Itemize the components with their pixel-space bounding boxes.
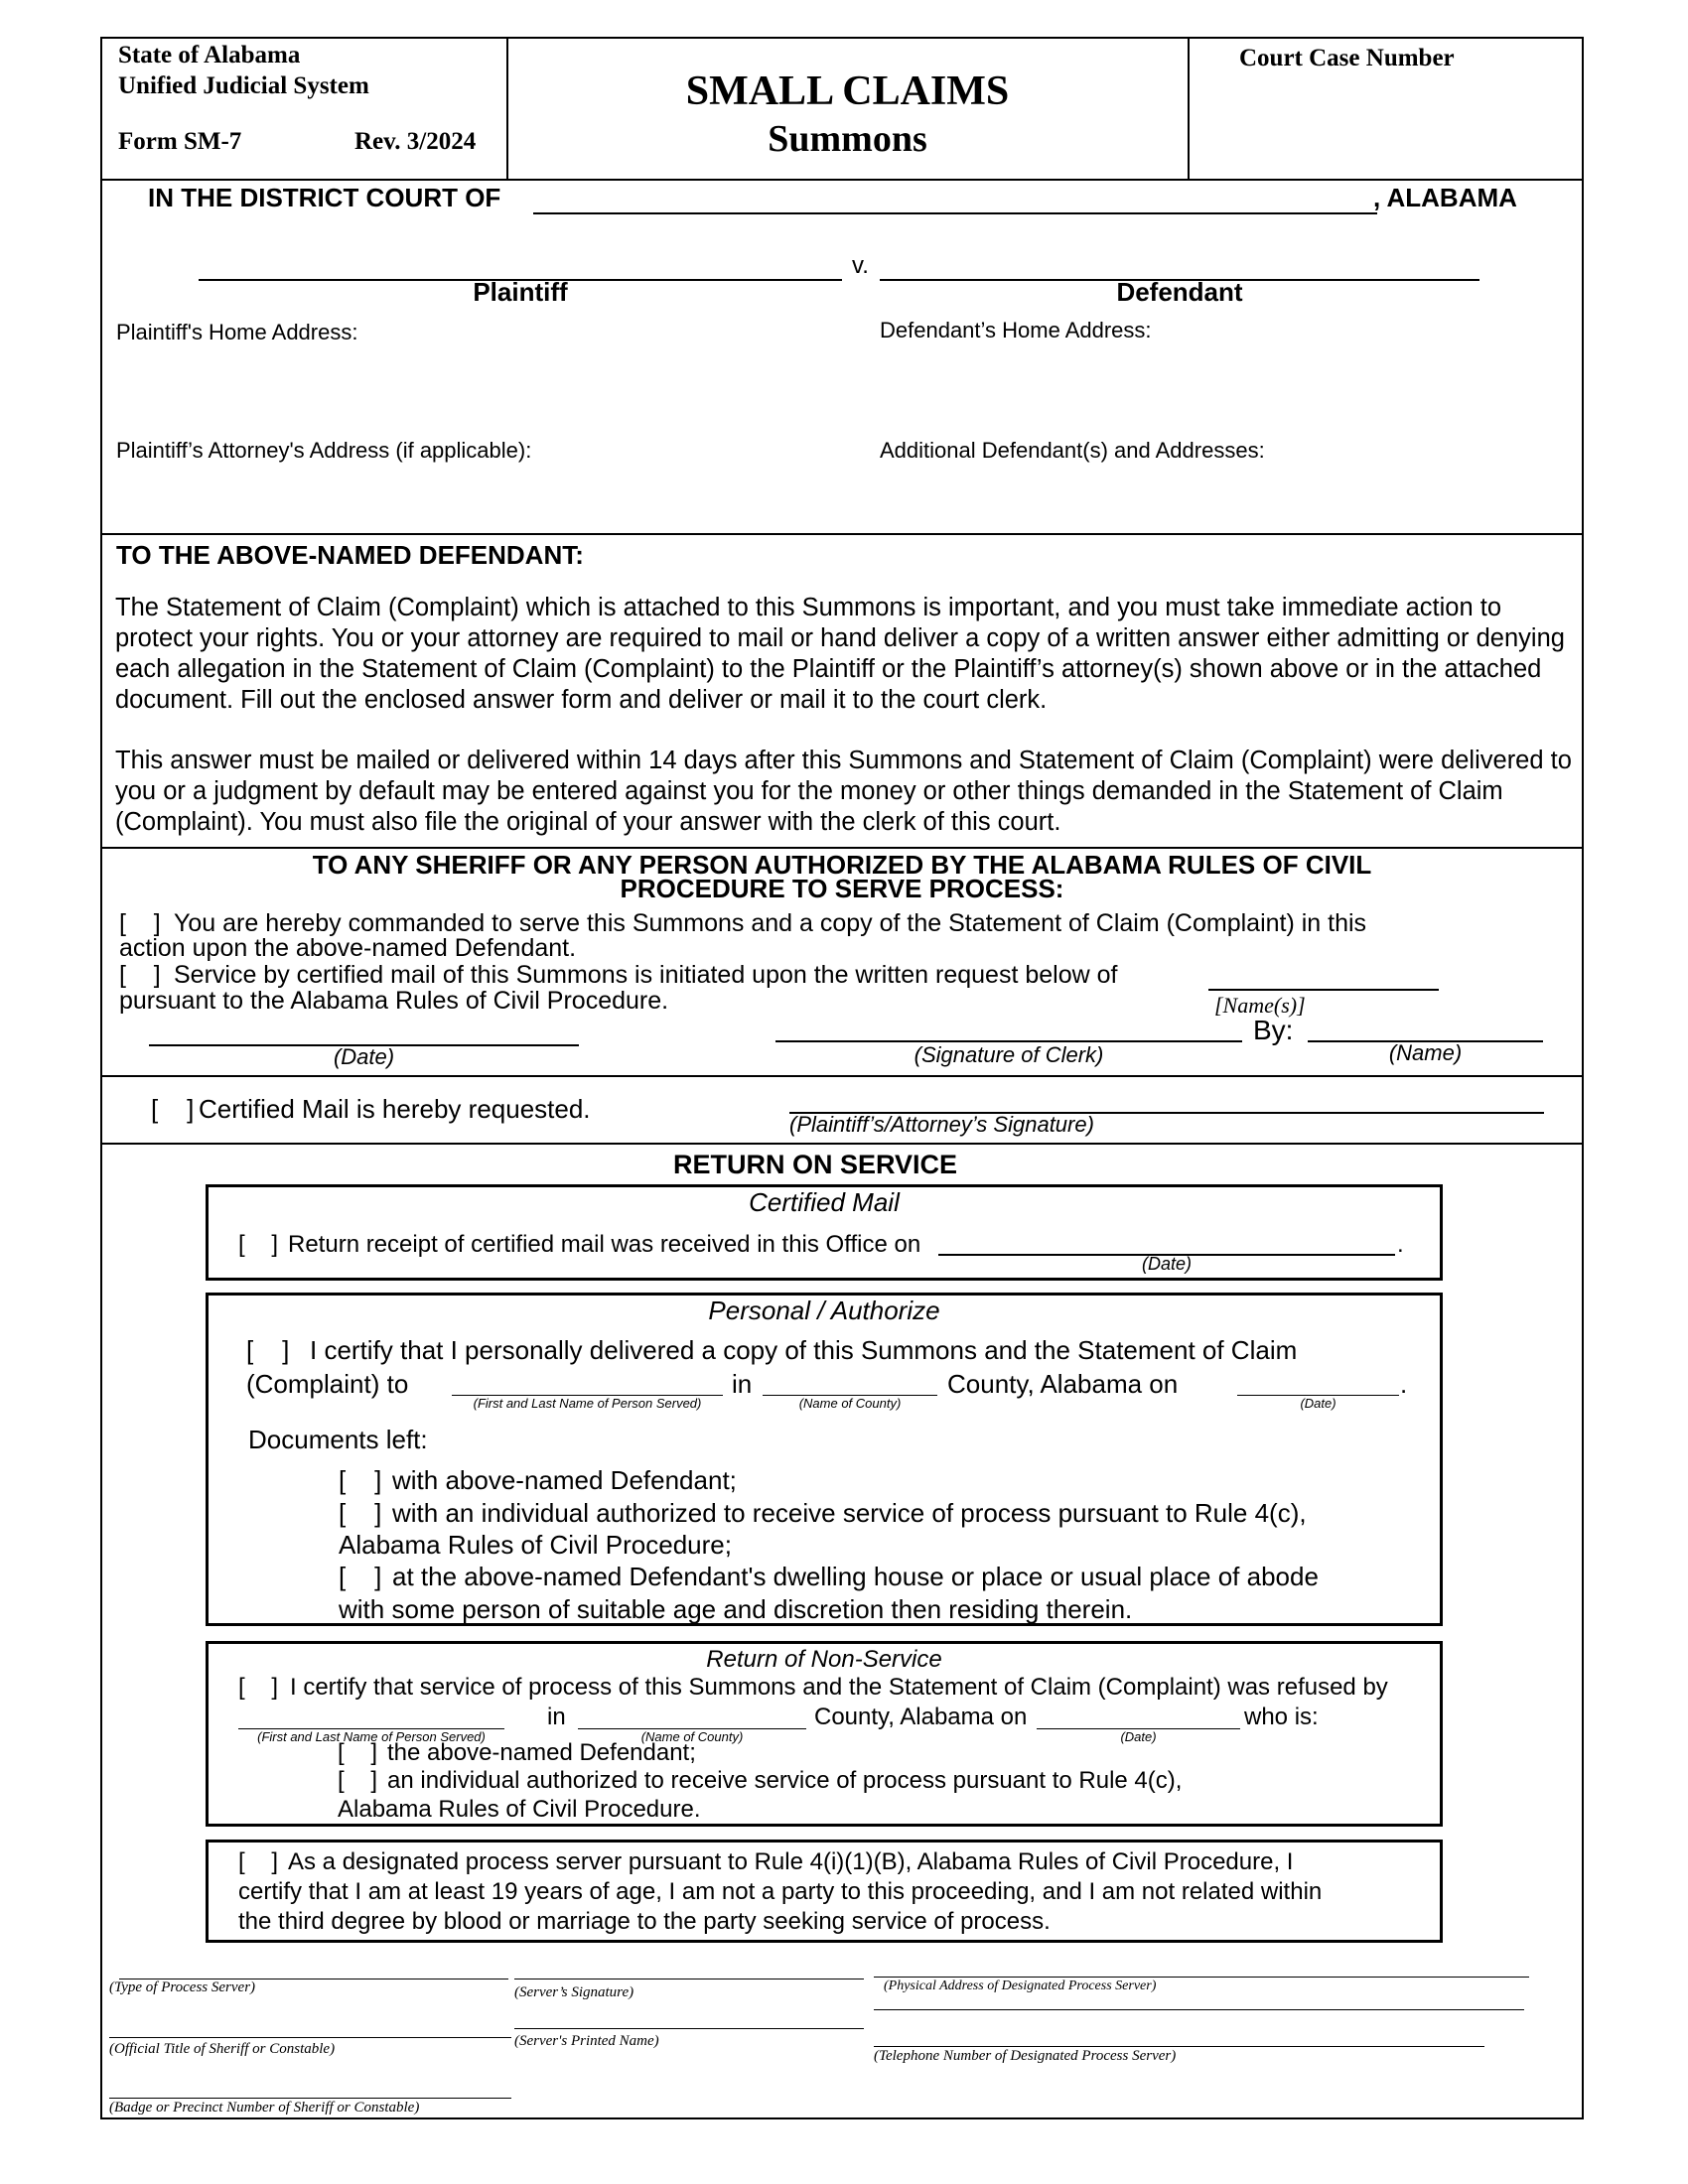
defendant-address-field[interactable] (880, 345, 1565, 425)
requester-names-field[interactable] (1208, 989, 1439, 991)
certified-mail-title: Certified Mail (749, 1187, 900, 1217)
mail-service-line2: pursuant to the Alabama Rules of Civil Procedure. (119, 987, 669, 1015)
sheriff-bottom-rule (100, 1075, 1584, 1077)
certified-request-checkbox[interactable]: [ ] (151, 1094, 195, 1124)
non-service-option1-checkbox[interactable]: [ ] (338, 1739, 378, 1766)
certified-mail-checkbox[interactable]: [ ] (238, 1231, 279, 1258)
personal-in-label: in (732, 1369, 753, 1399)
non-service-line1: I certify that service of process of this Summons and the Statement of Claim (Complaint) was refused by (290, 1674, 1388, 1701)
server-signature-caption: (Server’s Signature) (514, 1984, 634, 2000)
designated-checkbox[interactable]: [ ] (238, 1848, 279, 1875)
server-printed-name-field[interactable] (514, 2028, 864, 2029)
physical-address-field[interactable] (874, 1977, 1529, 1978)
parties-bottom-rule (100, 533, 1584, 535)
additional-defendants-label: Additional Defendant(s) and Addresses: (880, 438, 1265, 463)
personal-option2-line1: with an individual authorized to receive service of process pursuant to Rule 4(c), (392, 1498, 1307, 1528)
personal-certify-line1: I certify that I personally delivered a copy of this Summons and the Statement of Claim (310, 1335, 1298, 1365)
form-number: Form SM-7 (118, 128, 242, 155)
page-subtitle: Summons (768, 118, 927, 160)
personal-certify-checkbox[interactable]: [ ] (246, 1335, 290, 1365)
server-printed-name-caption: (Server's Printed Name) (514, 2033, 659, 2049)
case-number-label: Court Case Number (1239, 45, 1455, 71)
designated-line1: As a designated process server pursuant to Rule 4(i)(1)(B), Alabama Rules of Civil Procedure, I (288, 1848, 1294, 1875)
personal-option2-line2: Alabama Rules of Civil Procedure; (339, 1530, 732, 1560)
plaintiff-address-label: Plaintiff's Home Address: (116, 320, 358, 344)
notice-paragraph-1: The Statement of Claim (Complaint) which is attached to this Summons is important, and you must take immediate action to protect your rights. You or your attorney are required to mail or hand deliver a copy of a written answer either admitting or denying each allegation in the Statement of Claim (Complaint) to the Plaintiff or the Plaintiff’s attorney(s) shown above or in the attached document. Fill out the enclosed answer form and deliver or mail it to the court clerk. (115, 594, 1565, 714)
court-county-field[interactable] (533, 212, 1377, 214)
non-service-checkbox[interactable]: [ ] (238, 1674, 279, 1701)
official-title-caption: (Official Title of Sheriff or Constable) (109, 2041, 336, 2057)
clerk-name-caption: (Name) (1388, 1040, 1463, 1065)
plaintiff-signature-caption: (Plaintiff’s/Attorney’s Signature) (789, 1112, 1094, 1137)
personal-option1-text: with above-named Defendant; (392, 1465, 737, 1495)
certified-mail-text: Return receipt of certified mail was received in this Office on (288, 1231, 921, 1258)
clerk-date-caption: (Date) (333, 1044, 395, 1069)
plaintiff-label: Plaintiff (473, 277, 568, 307)
telephone-field[interactable] (874, 2046, 1484, 2047)
personal-county-label: County, Alabama on (947, 1369, 1179, 1399)
telephone-caption: (Telephone Number of Designated Process Server) (874, 2048, 1177, 2064)
designated-server-box (206, 1840, 1443, 1943)
personal-to-label: (Complaint) to (246, 1369, 409, 1399)
serve-checkbox[interactable]: [ ] (119, 909, 161, 937)
non-service-person-caption: (First and Last Name of Person Served) (257, 1729, 486, 1744)
notice-bottom-rule (100, 847, 1584, 849)
non-service-title: Return of Non-Service (706, 1646, 942, 1673)
certified-request-label: Certified Mail is hereby requested. (199, 1094, 591, 1124)
sheriff-heading-line2: PROCEDURE TO SERVE PROCESS: (620, 874, 1064, 903)
page-title: SMALL CLAIMS (685, 68, 1010, 114)
personal-option1-checkbox[interactable]: [ ] (339, 1465, 382, 1495)
non-service-option1-text: the above-named Defendant; (387, 1739, 696, 1766)
attorney-address-label: Plaintiff’s Attorney's Address (if applicable): (116, 438, 532, 463)
personal-option3-line2: with some person of suitable age and discretion then residing therein. (339, 1594, 1133, 1624)
court-suffix: , ALABAMA (1373, 183, 1517, 212)
non-service-county-caption: (Name of County) (640, 1729, 744, 1744)
non-service-option2-checkbox[interactable]: [ ] (338, 1767, 378, 1794)
personal-option3-line1: at the above-named Defendant's dwelling house or place or usual place of abode (392, 1562, 1319, 1591)
personal-option2-checkbox[interactable]: [ ] (339, 1498, 382, 1528)
mail-service-line1: Service by certified mail of this Summons is initiated upon the written request below of (174, 961, 1118, 989)
personal-option3-checkbox[interactable]: [ ] (339, 1562, 382, 1591)
state-label: State of Alabama (118, 42, 301, 68)
certified-mail-box (206, 1184, 1443, 1281)
by-label: By: (1253, 1015, 1294, 1045)
plaintiff-address-field[interactable] (116, 347, 851, 427)
personal-service-title: Personal / Authorize (708, 1296, 940, 1325)
names-caption: [Name(s)] (1214, 993, 1306, 1018)
physical-address-caption: (Physical Address of Designated Process Server) (884, 1979, 1157, 1993)
system-label: Unified Judicial System (118, 72, 369, 99)
defendant-address-label: Defendant’s Home Address: (880, 318, 1152, 342)
personal-county-caption: (Name of County) (798, 1396, 902, 1411)
certified-mail-end: . (1397, 1231, 1404, 1258)
notice-heading: TO THE ABOVE-NAMED DEFENDANT: (116, 540, 584, 570)
non-service-date-caption: (Date) (1120, 1729, 1157, 1744)
designated-line2: certify that I am at least 19 years of age, I am not a party to this proceeding, and I am not related within (238, 1878, 1323, 1905)
return-on-service-heading: RETURN ON SERVICE (672, 1150, 958, 1179)
attorney-address-field[interactable] (116, 467, 851, 526)
court-prefix: IN THE DISTRICT COURT OF (148, 183, 501, 212)
non-service-option2-line2: Alabama Rules of Civil Procedure. (338, 1796, 701, 1823)
mail-service-checkbox[interactable]: [ ] (119, 961, 161, 989)
non-service-who-label: who is: (1244, 1704, 1319, 1730)
non-service-in-label: in (547, 1704, 566, 1730)
certified-date-caption: (Date) (1141, 1254, 1192, 1274)
form-revision: Rev. 3/2024 (354, 128, 477, 155)
type-of-server-caption: (Type of Process Server) (109, 1979, 256, 1995)
case-number-field[interactable] (1190, 79, 1582, 177)
request-bottom-rule (100, 1143, 1584, 1145)
badge-number-caption: (Badge or Precinct Number of Sheriff or Constable) (109, 2100, 420, 2116)
serve-command-line1: You are hereby commanded to serve this Summons and a copy of the Statement of Claim (Complaint) in this (174, 909, 1367, 937)
defendant-label: Defendant (1116, 277, 1243, 307)
designated-line3: the third degree by blood or marriage to the party seeking service of process. (238, 1908, 1051, 1935)
personal-service-box (206, 1293, 1443, 1626)
personal-end: . (1400, 1369, 1408, 1399)
serve-command-line2: action upon the above-named Defendant. (119, 934, 577, 962)
non-service-box (206, 1641, 1443, 1827)
personal-person-caption: (First and Last Name of Person Served) (473, 1396, 702, 1411)
non-service-county-label: County, Alabama on (814, 1704, 1028, 1730)
physical-address-field-2[interactable] (874, 2009, 1524, 2010)
official-title-field[interactable] (109, 2037, 511, 2038)
versus-label: v. (852, 252, 869, 279)
non-service-option2-line1: an individual authorized to receive service of process pursuant to Rule 4(c), (387, 1767, 1183, 1794)
header-bottom-rule (100, 179, 1584, 181)
documents-left-label: Documents left: (248, 1425, 428, 1454)
sheriff-heading-line1: TO ANY SHERIFF OR ANY PERSON AUTHORIZED BY THE ALABAMA RULES OF CIVIL (312, 850, 1372, 880)
badge-number-field[interactable] (109, 2098, 511, 2099)
clerk-signature-caption: (Signature of Clerk) (914, 1042, 1104, 1067)
notice-paragraph-2: This answer must be mailed or delivered within 14 days after this Summons and Statement of Claim (Complaint) were delivered to you or a judgment by default may be entered against you for the money or other things demanded in the Statement of Claim (Complaint). You must also file the original of your answer with the clerk of this court. (115, 747, 1572, 836)
personal-date-caption: (Date) (1300, 1396, 1336, 1411)
additional-defendants-field[interactable] (880, 467, 1565, 526)
